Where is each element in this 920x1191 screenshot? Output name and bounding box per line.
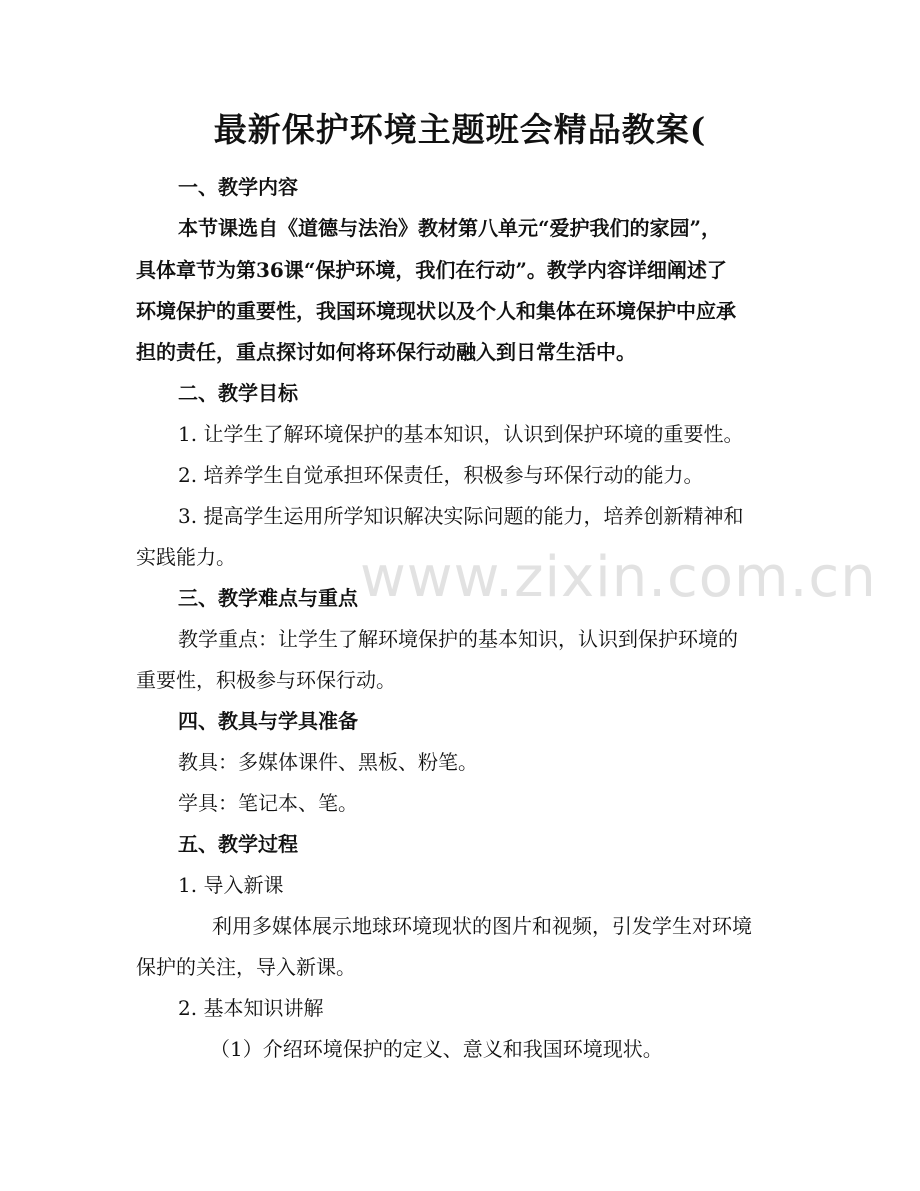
heading-teaching-aids: 四、教具与学具准备 [178, 709, 358, 733]
paragraph-line: 保护的关注，导入新课。 [136, 955, 356, 979]
process-step: 2. 基本知识讲解 [178, 996, 324, 1020]
heading-teaching-objectives: 二、教学目标 [178, 381, 298, 405]
process-step: 1. 导入新课 [178, 873, 284, 897]
paragraph-line: 重要性，积极参与环保行动。 [136, 668, 396, 692]
objective-item: 3. 提高学生运用所学知识解决实际问题的能力，培养创新精神和 [178, 504, 744, 528]
heading-teaching-process: 五、教学过程 [178, 832, 298, 856]
paragraph-line: 教具：多媒体课件、黑板、粉笔。 [178, 750, 478, 774]
paragraph-line: 担的责任，重点探讨如何将环保行动融入到日常生活中。 [136, 340, 636, 364]
paragraph-line: 具体章节为第36课“保护环境，我们在行动”。教学内容详细阐述了 [136, 258, 727, 282]
paragraph-line: 学具：笔记本、笔。 [178, 791, 358, 815]
paragraph-line: 本节课选自《道德与法治》教材第八单元“爱护我们的家园”， [178, 216, 722, 240]
paragraph-line: 教学重点：让学生了解环境保护的基本知识，认识到保护环境的 [178, 627, 738, 651]
objective-item: 1. 让学生了解环境保护的基本知识，认识到保护环境的重要性。 [178, 422, 744, 446]
heading-teaching-content: 一、教学内容 [178, 175, 298, 199]
heading-difficulties-focus: 三、教学难点与重点 [178, 586, 358, 610]
objective-item: 2. 培养学生自觉承担环保责任，积极参与环保行动的能力。 [178, 463, 704, 487]
watermark: www.zixin.com.cn [360, 545, 877, 610]
paragraph-line: 利用多媒体展示地球环境现状的图片和视频，引发学生对环境 [212, 914, 752, 938]
process-substep: （1）介绍环境保护的定义、意义和我国环境现状。 [210, 1037, 663, 1061]
paragraph-line: 环境保护的重要性，我国环境现状以及个人和集体在环境保护中应承 [136, 299, 736, 323]
document-title: 最新保护环境主题班会精品教案( [213, 110, 707, 149]
paragraph-line: 实践能力。 [136, 545, 236, 569]
